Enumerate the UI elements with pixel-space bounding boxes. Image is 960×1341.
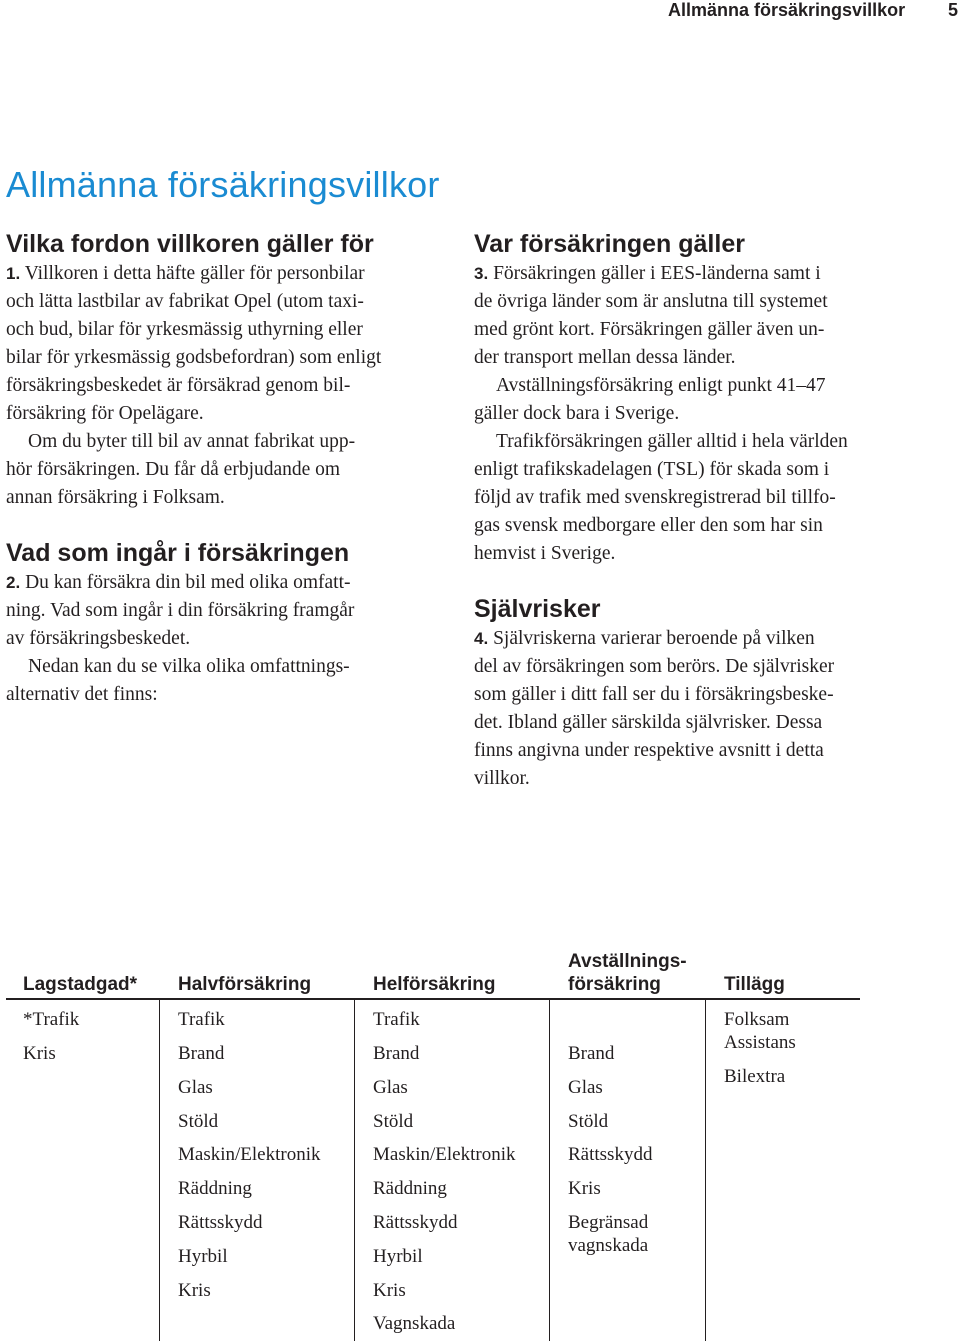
text-line: följd av trafik med svenskregistrerad bil tillfo- bbox=[474, 487, 836, 508]
section-number: 2. bbox=[6, 573, 21, 592]
text-line: gas svensk medborgare eller den som har sin bbox=[474, 515, 823, 536]
text-line: finns angivna under respektive avsnitt i detta bbox=[474, 740, 824, 761]
text-line: Om du byter till bil av annat fabrikat upp- bbox=[28, 431, 356, 452]
column-divider bbox=[705, 998, 706, 1341]
section-heading-deductibles: Självrisker bbox=[474, 595, 601, 623]
text-line: försäkring för Opelägare. bbox=[6, 403, 204, 424]
table-cell: Räddning bbox=[178, 1178, 252, 1199]
table-header-rule bbox=[6, 998, 860, 1000]
section-number: 4. bbox=[474, 629, 489, 648]
table-header-tillagg: Tillägg bbox=[724, 974, 785, 995]
text-line: och bud, bilar för yrkesmässig uthyrning eller bbox=[6, 319, 363, 340]
column-divider bbox=[354, 998, 355, 1341]
text-line: villkor. bbox=[474, 768, 530, 789]
text-line: enligt trafikskadelagen (TSL) för skada som i bbox=[474, 459, 830, 480]
table-cell: Trafik bbox=[178, 1009, 225, 1030]
table-cell: Maskin/Elektronik bbox=[178, 1144, 321, 1165]
table-cell: Glas bbox=[178, 1077, 213, 1098]
table-cell: Maskin/Elektronik bbox=[373, 1144, 516, 1165]
text-line: Avställningsförsäkring enligt punkt 41–47 bbox=[496, 375, 826, 396]
table-cell: Glas bbox=[373, 1077, 408, 1098]
section-number: 1. bbox=[6, 264, 21, 283]
table-cell: Folksam Assistans bbox=[724, 1009, 796, 1053]
text-line: Trafikförsäkringen gäller alltid i hela världen bbox=[496, 431, 848, 452]
section-paragraph bbox=[6, 428, 446, 512]
left-column bbox=[6, 229, 446, 709]
column-divider bbox=[549, 998, 550, 1341]
text-line: försäkringsbeskedet är försäkrad genom bil- bbox=[6, 375, 351, 396]
table-cell: Bilextra bbox=[724, 1066, 786, 1087]
table-header-avstallning: Avställnings- försäkring bbox=[568, 951, 687, 995]
table-cell: Kris bbox=[568, 1178, 601, 1199]
section-heading-validity: Var försäkringen gäller bbox=[474, 230, 745, 258]
text-line: av försäkringsbeskedet. bbox=[6, 628, 191, 649]
page-number: 5 bbox=[947, 0, 958, 20]
table-cell: Rättsskydd bbox=[178, 1212, 263, 1233]
text-line: del av försäkringen som berörs. De självrisker bbox=[474, 656, 835, 677]
text-line: hör försäkringen. Du får då erbjudande om bbox=[6, 459, 341, 480]
text-line: de övriga länder som är anslutna till systemet bbox=[474, 291, 828, 312]
text-line: som gäller i ditt fall ser du i försäkringsbeske- bbox=[474, 684, 834, 705]
table-header-halvforsakring: Halvförsäkring bbox=[178, 974, 312, 995]
table-cell: Stöld bbox=[178, 1111, 219, 1132]
text-line: med grönt kort. Försäkringen gäller även un- bbox=[474, 319, 825, 340]
section-paragraph bbox=[474, 625, 914, 793]
table-cell: Hyrbil bbox=[178, 1246, 228, 1267]
text-line: Du kan försäkra din bil med olika omfatt- bbox=[25, 572, 351, 593]
text-line: Försäkringen gäller i EES-länderna samt i bbox=[493, 263, 821, 284]
section-paragraph bbox=[474, 428, 914, 568]
table-cell: Kris bbox=[373, 1280, 406, 1301]
table-cell: Vagnskada bbox=[373, 1313, 456, 1334]
section-paragraph bbox=[6, 260, 446, 428]
table-cell: Hyrbil bbox=[373, 1246, 423, 1267]
table-cell: Glas bbox=[568, 1077, 603, 1098]
table-cell: Trafik bbox=[373, 1009, 420, 1030]
table-cell: Brand bbox=[568, 1043, 615, 1064]
running-header bbox=[600, 0, 960, 22]
section-validity bbox=[474, 229, 914, 568]
table-cell: Kris bbox=[178, 1280, 211, 1301]
text-line: hemvist i Sverige. bbox=[474, 543, 616, 564]
right-column bbox=[474, 229, 914, 793]
page-title: Allmänna försäkringsvillkor bbox=[6, 164, 440, 205]
section-heading-vehicles: Vilka fordon villkoren gäller för bbox=[6, 230, 374, 258]
text-line: Självriskerna varierar beroende på vilken bbox=[493, 628, 815, 649]
table-cell: Brand bbox=[373, 1043, 420, 1064]
text-line: gäller dock bara i Sverige. bbox=[474, 403, 680, 424]
text-line: Nedan kan du se vilka olika omfattnings- bbox=[28, 656, 350, 677]
section-vehicles bbox=[6, 229, 446, 512]
running-header-title: Allmänna försäkringsvillkor bbox=[668, 0, 906, 20]
text-line: bilar för yrkesmässig godsbefordran) som enligt bbox=[6, 347, 382, 368]
text-line: Villkoren i detta häfte gäller för personbilar bbox=[24, 263, 365, 284]
table-cell: Brand bbox=[178, 1043, 225, 1064]
table-cell: *Trafik bbox=[23, 1009, 80, 1030]
text-line: och lätta lastbilar av fabrikat Opel (utom taxi- bbox=[6, 291, 364, 312]
text-line: alternativ det finns: bbox=[6, 684, 158, 705]
table-header-lagstadgad: Lagstadgad* bbox=[23, 974, 138, 995]
text-line: ning. Vad som ingår i din försäkring framgår bbox=[6, 600, 355, 621]
section-paragraph bbox=[6, 653, 446, 709]
table-cell: Rättsskydd bbox=[373, 1212, 458, 1233]
table-cell: Rättsskydd bbox=[568, 1144, 653, 1165]
section-deductibles bbox=[474, 594, 914, 793]
section-heading-coverage: Vad som ingår i försäkringen bbox=[6, 539, 350, 567]
section-number: 3. bbox=[474, 264, 489, 283]
section-coverage bbox=[6, 538, 446, 709]
text-line: det. Ibland gäller särskilda självrisker. Dessa bbox=[474, 712, 823, 733]
text-line: der transport mellan dessa länder. bbox=[474, 347, 736, 368]
section-paragraph bbox=[6, 569, 446, 653]
section-paragraph bbox=[474, 260, 914, 372]
table-cell: Stöld bbox=[373, 1111, 414, 1132]
table-cell: Kris bbox=[23, 1043, 56, 1064]
column-divider bbox=[159, 998, 160, 1341]
table-cell: Räddning bbox=[373, 1178, 447, 1199]
table-cell: Begränsad vagnskada bbox=[568, 1212, 649, 1256]
table-cell: Stöld bbox=[568, 1111, 609, 1132]
section-paragraph bbox=[474, 372, 914, 428]
coverage-table bbox=[0, 940, 960, 1341]
table-header-helforsakring: Helförsäkring bbox=[373, 974, 496, 995]
text-line: annan försäkring i Folksam. bbox=[6, 487, 225, 508]
